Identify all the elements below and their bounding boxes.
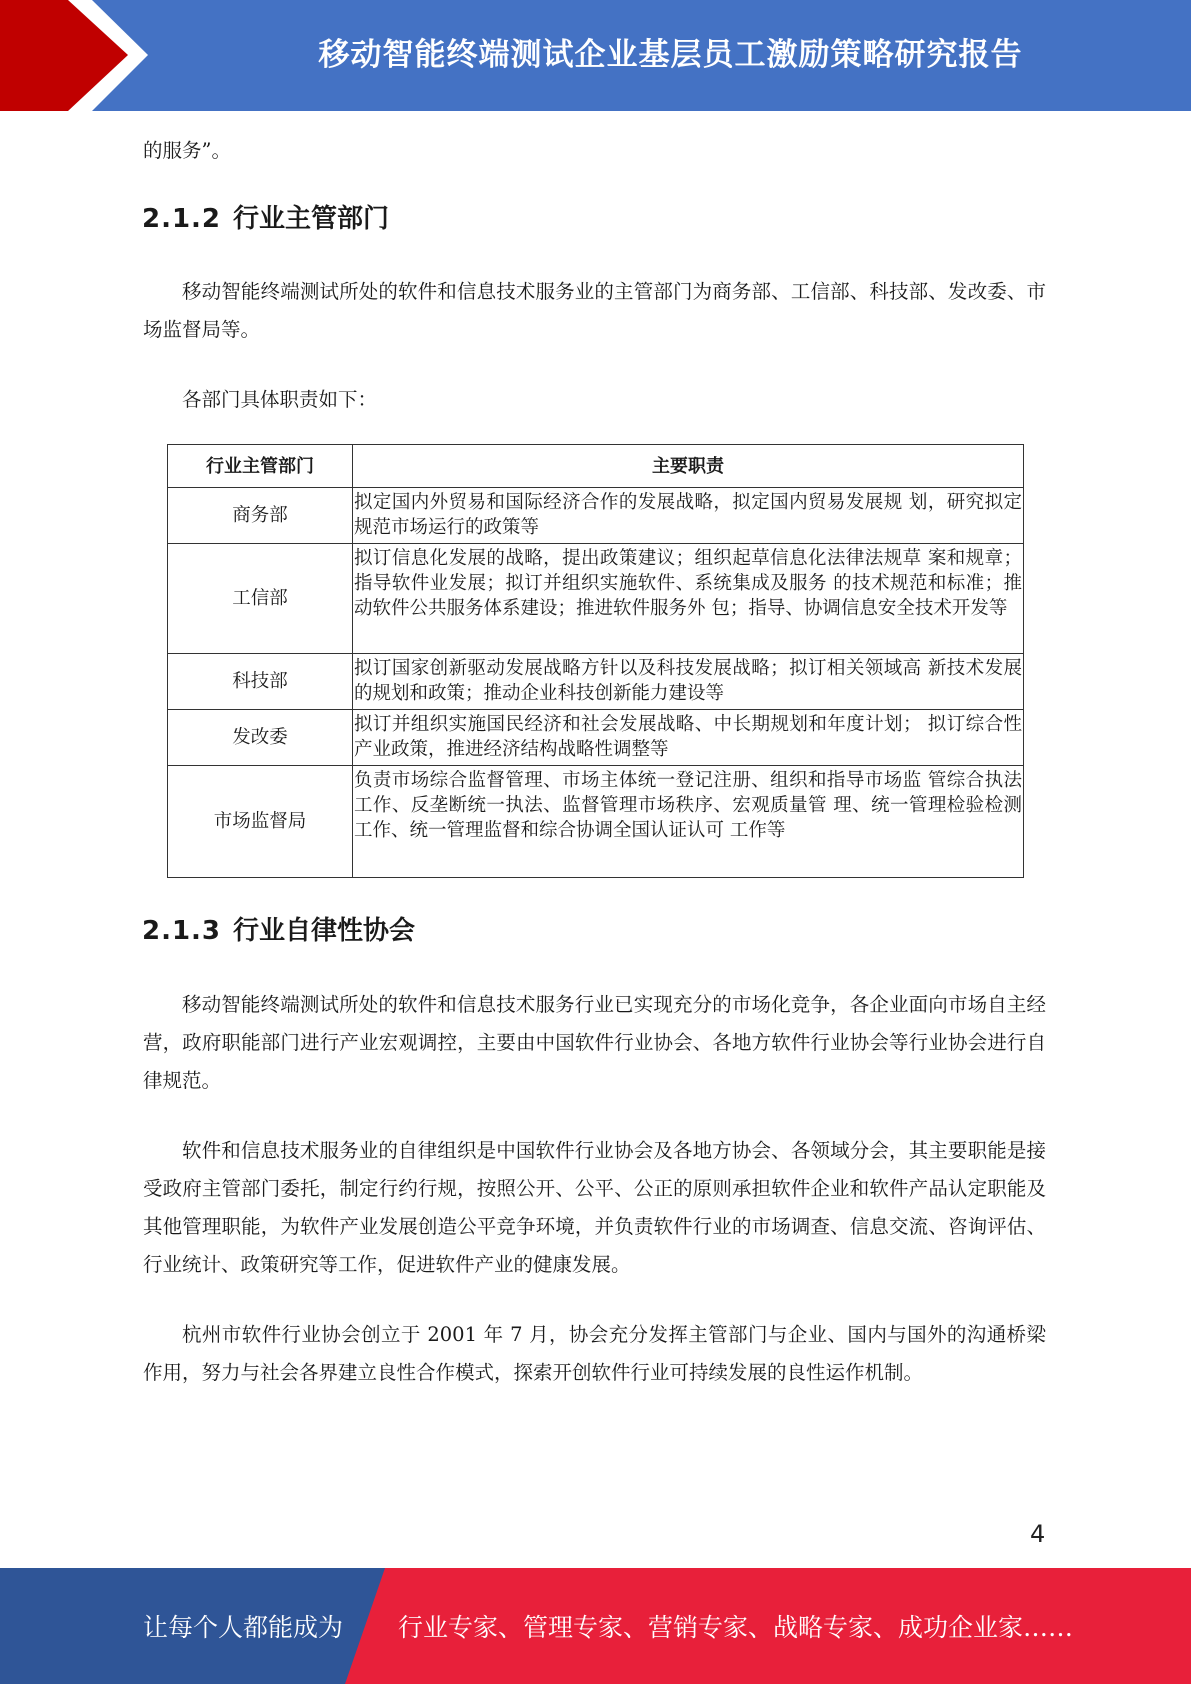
footer-slogan-right: 行业专家、管理专家、营销专家、战略专家、成功企业家…… xyxy=(398,1613,1074,1642)
column-header-dept: 行业主管部门 xyxy=(168,445,353,488)
page-number: 4 xyxy=(1030,1520,1046,1548)
paragraph: 移动智能终端测试所处的软件和信息技术服务业的主管部门为商务部、工信部、科技部、发改委、市场监督局等。 xyxy=(143,280,1046,341)
section-number: 2.1.2 xyxy=(142,204,222,234)
table-row xyxy=(168,766,1024,878)
paragraph: 软件和信息技术服务业的自律组织是中国软件行业协会及各地方协会、各领域分会，其主要职能是接受政府主管部门委托，制定行约行规，按照公开、公平、公正的原则承担软件企业和软件产品认定职能及其他管理职能，为软件产业发展创造公平竞争环境，并负责软件行业的市场调查、信息交流、咨询评估、行业统计、政策研究等工作，促进软件产业的健康发展。 xyxy=(143,1139,1046,1276)
department-duty-table xyxy=(167,444,1024,878)
section-title: 行业自律性协会 xyxy=(233,916,416,946)
section-heading-2-1-3 xyxy=(142,914,415,948)
duty-cell: 拟定国内外贸易和国际经济合作的发展战略，拟定国内贸易发展规 划，研究拟定规范市场运行的政策等 xyxy=(353,488,1024,544)
table-row xyxy=(168,710,1024,766)
column-header-duty: 主要职责 xyxy=(353,445,1024,488)
table-header-row xyxy=(168,445,1024,488)
dept-cell: 发改委 xyxy=(168,710,353,766)
header-title: 移动智能终端测试企业基层员工激励策略研究报告 xyxy=(318,37,1023,73)
footer-slogan-left: 让每个人都能成为 xyxy=(143,1613,344,1642)
paragraph: 移动智能终端测试所处的软件和信息技术服务行业已实现充分的市场化竞争，各企业面向市场自主经营，政府职能部门进行产业宏观调控，主要由中国软件行业协会、各地方软件行业协会等行业协会进行自律规范。 xyxy=(143,993,1046,1092)
table-row xyxy=(168,488,1024,544)
paragraph: 各部门具体职责如下： xyxy=(182,388,378,411)
duty-cell: 负责市场综合监督管理、市场主体统一登记注册、组织和指导市场监 管综合执法工作、反垄断统一执法、监督管理市场秩序、宏观质量管 理、统一管理检验检测工作、统一管理监督和综合协调全国认证认可 工作等 xyxy=(353,766,1024,878)
duty-cell: 拟订并组织实施国民经济和社会发展战略、中长期规划和年度计划； 拟订综合性产业政策，推进经济结构战略性调整等 xyxy=(353,710,1024,766)
page-header xyxy=(0,0,1191,111)
intro-fragment: 的服务”。 xyxy=(143,139,231,162)
dept-cell: 商务部 xyxy=(168,488,353,544)
table-row xyxy=(168,544,1024,654)
section-number: 2.1.3 xyxy=(142,916,222,946)
section-title: 行业主管部门 xyxy=(233,204,390,234)
paragraph: 杭州市软件行业协会创立于 2001 年 7 月，协会充分发挥主管部门与企业、国内与国外的沟通桥梁作用，努力与社会各界建立良性合作模式，探索开创软件行业可持续发展的良性运作机制。 xyxy=(143,1323,1046,1384)
dept-cell: 市场监督局 xyxy=(168,766,353,878)
section-heading-2-1-2 xyxy=(142,202,389,236)
dept-cell: 科技部 xyxy=(168,654,353,710)
header-arrow-decoration xyxy=(0,0,160,111)
dept-cell: 工信部 xyxy=(168,544,353,654)
table-row xyxy=(168,654,1024,710)
duty-cell: 拟订信息化发展的战略，提出政策建议；组织起草信息化法律法规草 案和规章；指导软件业发展；拟订并组织实施软件、系统集成及服务 的技术规范和标准；推动软件公共服务体系建设；推进软件服务外 包；指导、协调信息安全技术开发等 xyxy=(353,544,1024,654)
duty-cell: 拟订国家创新驱动发展战略方针以及科技发展战略；拟订相关领域高 新技术发展的规划和政策；推动企业科技创新能力建设等 xyxy=(353,654,1024,710)
